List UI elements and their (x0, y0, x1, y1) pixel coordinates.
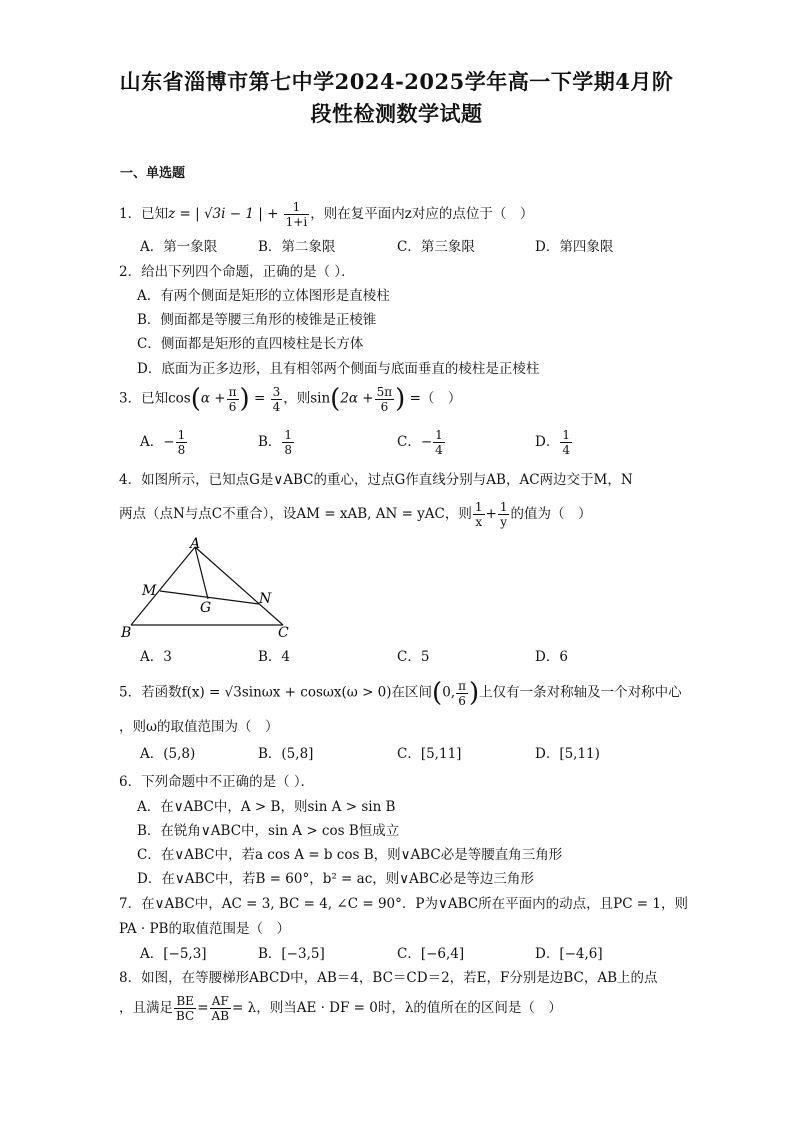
q3-option-a-num: 1 (177, 428, 186, 442)
q3-angle-a: α + (200, 390, 226, 407)
question-1-stem (119, 200, 533, 229)
question-8-line-1: 8．如图，在等腰梯形ABCD中，AB＝4，BC＝CD＝2，若E，F分别是边BC，AB上的点 (119, 970, 658, 986)
q1-option-a[interactable]: A．第一象限 (140, 239, 218, 255)
q4-f2-num: 1 (499, 500, 508, 514)
q3-angle-b: 2α + (340, 390, 374, 407)
q1-frac-num: 1 (284, 200, 310, 215)
q3-option-d-num: 1 (562, 428, 570, 442)
q8-f2-den: AB (211, 1009, 230, 1023)
q3-frac-a-num: π (228, 384, 237, 399)
q2-option-c[interactable]: C．侧面都是矩形的直四棱柱是长方体 (137, 336, 364, 352)
q6-option-d[interactable]: D．在∨ABC中，若B = 60°，b² = ac，则∨ABC必是等边三角形 (137, 871, 534, 887)
q5-interval-start: 0, (442, 684, 456, 701)
question-4-line-2 (119, 500, 591, 529)
q4-f1-num: 1 (474, 500, 483, 514)
q1-option-d[interactable]: D．第四象限 (535, 239, 614, 255)
q3-option-b-label: B． (258, 434, 282, 450)
q3-eq: = (253, 390, 266, 407)
q7-option-d[interactable]: D．[−4,6] (535, 946, 603, 962)
q7-option-b[interactable]: B．[−3,5] (258, 946, 325, 962)
q3-option-a-den: 8 (177, 443, 186, 457)
q4-option-c[interactable]: C．5 (397, 649, 430, 665)
q3-frac-b (375, 385, 395, 414)
question-7-line-1: 7．在∨ABC中，AC = 3, BC = 4, ∠C = 90°．P为∨ABC所在平面内的动点，且PC = 1，则 (119, 896, 689, 912)
q4-f2-den: y (500, 515, 508, 529)
q3-option-a-sign: − (163, 434, 175, 450)
question-5-line-2: ，则ω的取值范围为（ ） (119, 719, 279, 735)
q4-triangle-figure (115, 535, 305, 640)
q1-prefix: 1．已知 (119, 206, 169, 222)
q3-prefix: 3．已知cos (119, 390, 191, 407)
q3-value-den: 4 (272, 399, 281, 414)
q3-option-c-sign: − (420, 434, 433, 450)
q5-option-b[interactable]: B．(5,8] (258, 746, 314, 762)
q4-option-b[interactable]: B．4 (258, 649, 291, 665)
q4-edge-ab (131, 547, 195, 625)
q3-option-a-label: A． (140, 434, 164, 450)
q8-line2-pre: ，且满足 (119, 1000, 173, 1016)
q1-expression: z = | √3i − 1 | + (168, 206, 279, 222)
q4-median-ag (195, 547, 208, 599)
q4-plus: + (485, 506, 497, 522)
q1-option-b[interactable]: B．第二象限 (258, 239, 336, 255)
exam-title-line-1: 山东省淄博市第七中学2024-2025学年高一下学期4月阶 (119, 69, 674, 94)
q3-option-d-label: D． (535, 434, 560, 450)
section-heading: 一、单选题 (120, 166, 186, 181)
q4-label-m: M (142, 583, 157, 599)
q8-f1-den: BC (176, 1009, 195, 1023)
q5-interval-den: 6 (458, 693, 466, 708)
q4-label-c: C (278, 625, 289, 640)
q2-option-d[interactable]: D．底面为正多边形，且有相邻两个侧面与底面垂直的棱柱是正棱柱 (137, 361, 540, 377)
question-4-line-1: 4．如图所示，已知点G是∨ABC的重心，过点G作直线分别与AB，AC两边交于M，N (119, 472, 633, 488)
q4-line2-post: 的值为（ ） (510, 506, 592, 522)
q3-option-b-den: 8 (284, 443, 293, 457)
q3-option-c-label: C． (397, 434, 421, 450)
question-6-stem: 6．下列命题中不正确的是（ ）． (119, 774, 315, 790)
q5-interval-num: π (458, 678, 466, 693)
q5-option-d[interactable]: D．[5,11) (535, 746, 600, 762)
q5-suffix: 上仅有一条对称轴及一个对称中心 (479, 684, 682, 701)
q4-label-b: B (121, 625, 132, 640)
q5-prefix: 5．若函数f(x) = √3sinωx + cosωx(ω > 0)在区间 (119, 684, 433, 701)
q3-suffix: =（ ） (409, 390, 462, 407)
q6-option-c[interactable]: C．在∨ABC中，若a cos A = b cos B，则∨ABC必是等腰直角三角形 (137, 847, 563, 863)
q3-option-d[interactable] (535, 428, 573, 457)
q3-value-num: 3 (272, 384, 281, 399)
q5-option-c[interactable]: C．[5,11] (397, 746, 462, 762)
q4-option-d[interactable]: D．6 (535, 649, 568, 665)
q8-line2-post: = λ，则当AE · DF = 0时，λ的值所在的区间是（ ） (232, 1000, 562, 1016)
question-7-line-2: PA · PB的取值范围是（ ） (119, 921, 290, 937)
q3-option-c-num: 1 (435, 428, 443, 442)
q2-option-b[interactable]: B．侧面都是等腰三角形的棱锥是正棱锥 (137, 312, 377, 328)
q2-option-a[interactable]: A．有两个侧面是矩形的立体图形是直棱柱 (137, 288, 390, 304)
q1-suffix: ，则在复平面内z对应的点位于（ ） (310, 206, 534, 222)
q3-frac-a (227, 385, 239, 414)
q6-option-a[interactable]: A．在∨ABC中，A > B，则sin A > sin B (137, 799, 396, 815)
q3-frac-a-den: 6 (228, 399, 237, 414)
q8-eq: = (197, 1000, 209, 1016)
q3-mid: ，则sin (283, 390, 331, 407)
q1-fraction (284, 200, 310, 229)
q1-option-c[interactable]: C．第三象限 (397, 239, 475, 255)
q5-option-a[interactable]: A．(5,8) (140, 746, 196, 762)
q3-option-b-num: 1 (284, 428, 293, 442)
q3-value (271, 385, 283, 414)
q4-label-a: A (190, 536, 201, 552)
q4-label-n: N (259, 591, 272, 607)
q4-line2-pre: 两点（点N与点C不重合），设AM = xAB, AN = yAC，则 (119, 506, 472, 522)
question-2-stem: 2．给出下列四个命题，正确的是（ ）． (119, 264, 355, 280)
q3-option-c-den: 4 (435, 443, 443, 457)
q4-option-a[interactable]: A．3 (140, 649, 172, 665)
q3-option-b[interactable] (258, 428, 295, 457)
q8-f1-num: BE (174, 994, 196, 1009)
q4-f1-den: x (475, 515, 483, 529)
q3-option-a[interactable] (140, 428, 188, 457)
question-8-line-2 (119, 994, 562, 1023)
q1-frac-den: 1+i (285, 215, 308, 229)
q6-option-b[interactable]: B．在锐角∨ABC中，sin A > cos B恒成立 (137, 823, 400, 839)
q4-label-g: G (200, 600, 212, 616)
q8-f2-num: AF (210, 994, 231, 1009)
q3-option-d-den: 4 (562, 443, 570, 457)
q7-option-a[interactable]: A．[−5,3] (140, 946, 207, 962)
q3-option-c[interactable] (397, 428, 446, 457)
q3-frac-b-num: 5π (376, 384, 393, 399)
question-3-stem: 3．已知cos(α + $\frac{\pi}{6}$ ) = $\frac{3}{4}$ ，则sin(2α + $\frac{5\pi}{6}$ ) =（ ） (119, 384, 462, 414)
exam-title-line-2: 段性检测数学试题 (310, 101, 483, 126)
q3-frac-b-den: 6 (380, 399, 389, 414)
question-5-line-1: 5．若函数f(x) = √3sinωx + cosωx(ω > 0)在区间(0, $\frac{\pi}{6}$ )上仅有一条对称轴及一个对称中心 (119, 678, 682, 708)
q7-option-c[interactable]: C．[−6,4] (397, 946, 465, 962)
